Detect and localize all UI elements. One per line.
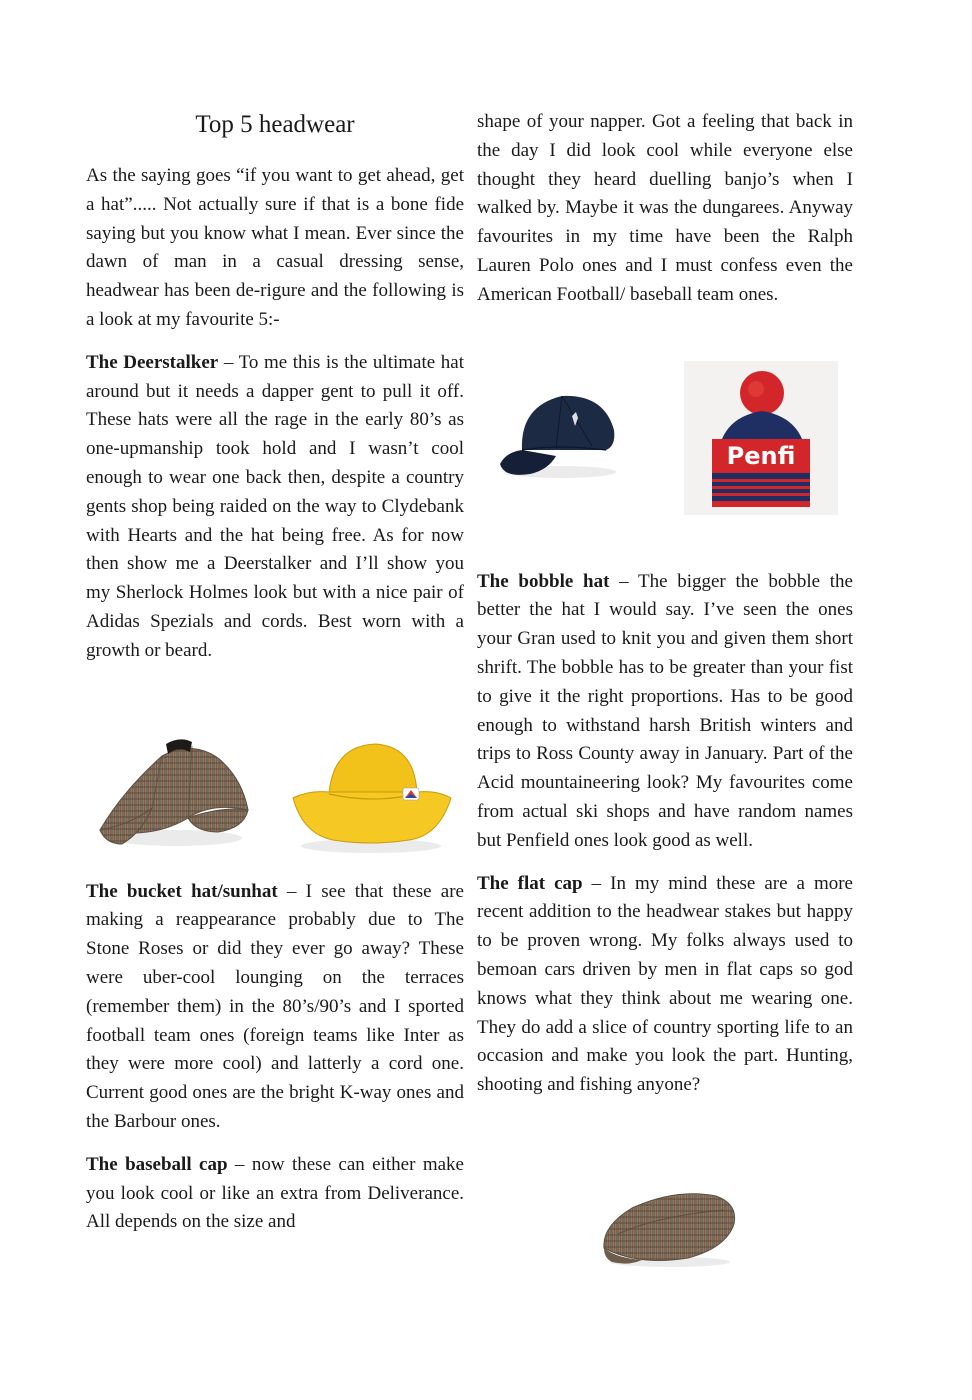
bobble-heading: The bobble hat <box>477 570 610 592</box>
baseball-continued-paragraph: shape of your napper. Got a feeling that back in the day I did look cool while everyone else thought they heard duelling banjo’s when I walked by. Maybe it was the dungarees. Anyway favourites in my time have been the Ralph Lauren Polo ones and I must confess even the American Football/ baseball team ones. <box>477 111 853 305</box>
flatcap-body: – In my mind these are a more recent addition to the headwear stakes but happy to be proven wrong. My folks always used to bemoan cars driven by men in flat caps so god knows what they think about me wearing one. They do add a slice of country sporting life to an occasion and make you look the part. Hunting, shooting and fishing anyone? <box>477 872 853 1096</box>
flat-cap-image <box>598 1186 740 1270</box>
deerstalker-paragraph <box>86 349 464 666</box>
bobble-paragraph <box>477 568 853 856</box>
beanie-brand-text: Penfi <box>726 442 796 470</box>
intro-paragraph: As the saying goes “if you want to get ahead, get a hat”..... Not actually sure if that is a bone fide saying but you know what I mean. Ever since the dawn of man in a casual dressing sense, headwear has been de-rigure and the following is a look at my favourite 5:- <box>86 165 464 330</box>
flatcap-heading: The flat cap <box>477 872 583 894</box>
baseball-cap-image <box>496 386 622 482</box>
bucket-hat-image <box>289 736 453 858</box>
flatcap-paragraph <box>477 870 853 1100</box>
bucket-paragraph <box>86 878 464 1137</box>
right-column <box>477 108 853 1100</box>
bobble-body: – The bigger the bobble the better the hat I would say. I’ve seen the ones your Gran used to knit you and given them short shrift. The bobble has to be greater than your fist to give it the right proportions. Has to be good enough to withstand harsh British winters and trips to Ross County away in January. Part of the Acid mountaineering look? My favourites come from actual ski shops and have random names but Penfield ones look good as well. <box>477 570 853 851</box>
deerstalker-hat-image <box>92 732 254 852</box>
baseball-paragraph <box>86 1151 464 1237</box>
bobble-hat-image <box>684 361 838 515</box>
left-column <box>86 108 464 1237</box>
deerstalker-heading: The Deerstalker <box>86 351 219 373</box>
page-title: Top 5 headwear <box>195 111 355 138</box>
baseball-heading: The baseball cap <box>86 1153 228 1175</box>
bucket-body: – I see that these are making a reappearance probably due to The Stone Roses or did they ever go away? These were uber-cool lounging on the terraces (remember them) in the 80’s/90’s and I sported football team ones (foreign teams like Inter as they were more cool) and latterly a cord one. Current good ones are the bright K-way ones and the Barbour ones. <box>86 880 464 1132</box>
baseball-body: – now these can either make you look cool or like an extra from Deliverance. All depends on the size and <box>86 1153 464 1233</box>
bucket-heading: The bucket hat/sunhat <box>86 880 278 902</box>
deerstalker-body: – To me this is the ultimate hat around but it needs a dapper gent to pull it off. These hats were all the rage in the early 80’s as one-upmanship took hold and I wasn’t cool enough to wear one back then, despite a country gents shop being raided on the way to Clydebank with Hearts and the hat being free. As for now then show me a Deerstalker and I’ll show you my Sherlock Holmes look but with a nice pair of Adidas Spezials and cords. Best worn with a growth or beard. <box>86 351 464 661</box>
